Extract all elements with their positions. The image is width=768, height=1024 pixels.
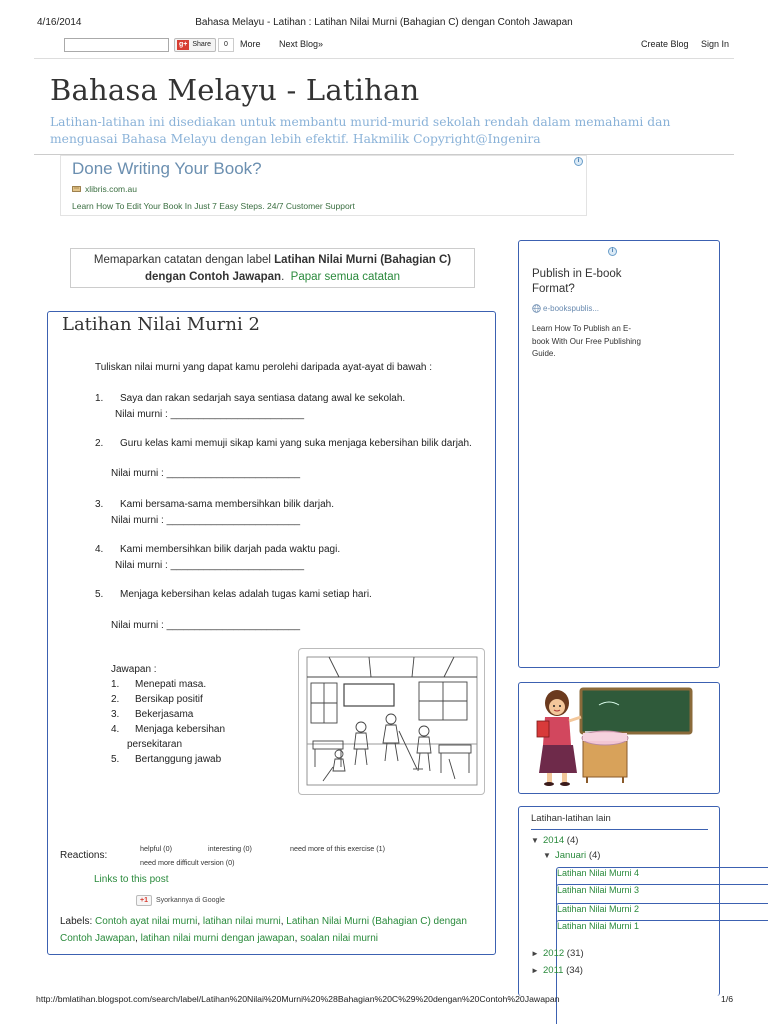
question-text: Kami membersihkan bilik darjah pada waktu pagi. [120,544,341,555]
reactions-label: Reactions: [60,850,108,861]
archive-title: Latihan-latihan lain [531,813,611,824]
ad-info-icon[interactable]: i [608,247,617,256]
question-item [95,498,485,532]
question-answer-line: Nilai murni : ________________________ [115,560,305,571]
archive-post-link[interactable]: Latihan Nilai Murni 1 [556,920,768,1024]
question-item [95,588,485,638]
answer-item: 4. Menjaga kebersihan [111,724,226,735]
archive-year-2014[interactable]: ▼ 2014 (4) [531,835,579,846]
blog-title[interactable]: Bahasa Melayu - Latihan [50,73,420,107]
label-notice-label: Latihan Nilai Murni (Bahagian C) dengan Contoh Jawapan [144,254,452,283]
ad-url-text: xlibris.com.au [85,184,137,194]
answer-item-continued: persekitaran [127,739,183,750]
google-share-button[interactable] [174,38,216,52]
sidebar-ad-text: Learn How To Publish an E-book With Our Free Publishing Guide. [532,324,641,358]
ad-text: Learn How To Edit Your Book In Just 7 Easy Steps. 24/7 Customer Support [72,201,355,211]
sidebar-ad-url-text: e-bookspublis... [543,304,600,313]
question-number: 2. [95,438,104,449]
print-footer-url: http://bmlatihan.blogspot.com/search/label/Latihan%20Nilai%20Murni%20%28Bahagian%20C%29%20dengan%20Contoh%20Jawapan [36,994,560,1004]
answer-item: 1. Menepati masa. [111,679,207,690]
ad-info-icon[interactable]: i [574,157,583,166]
search-input[interactable] [64,38,169,52]
label-notice-suffix: . [281,271,285,283]
google-plus-icon: g+ [179,41,188,48]
next-blog-link[interactable]: Next Blog» [279,39,324,49]
archive-month-januari[interactable]: ▼ Januari (4) [543,850,601,861]
question-number: 5. [95,589,104,600]
blog-description: Latihan-latihan ini disediakan untuk membantu murid-murid sekolah rendah dalam memahami dan menguasai Bahasa Melayu dengan lebih efektif. Hakmilik Copyright@Ingenira [50,115,671,146]
question-number: 4. [95,544,104,555]
question-answer-line: Nilai murni : ________________________ [111,620,301,631]
post-labels: Labels: Contoh ayat nilai murni, latihan nilai murni, Latihan Nilai Murni (Bahagian C) dengan Contoh Jawapan, latihan nilai murni dengan jawapan, soalan nilai murni [60,916,467,944]
blog-post [47,311,496,955]
expand-triangle-icon[interactable]: ► [531,966,539,975]
question-answer-line: Nilai murni : ________________________ [111,468,301,479]
answer-item: 2. Bersikap positif [111,694,203,705]
classroom-drawing [299,649,484,794]
archive-post-link[interactable]: Latihan Nilai Murni 2 [556,903,768,1024]
label-link[interactable]: Contoh ayat nilai murni [95,916,198,927]
question-text: Kami bersama-sama membersihkan bilik darjah. [120,499,334,510]
archive-divider [531,829,708,830]
question-answer-line: Nilai murni : ________________________ [111,515,301,526]
labels-prefix: Labels: [60,916,96,927]
reaction-option[interactable]: interesting (0) [208,844,252,853]
links-to-post-link[interactable]: Links to this post [94,874,169,885]
answer-item: 5. Bertanggung jawab [111,754,222,765]
show-all-posts-link[interactable]: Papar semua catatan [290,271,400,283]
print-header [0,0,768,30]
ad-url[interactable] [72,184,137,194]
answers-heading: Jawapan : [111,664,157,675]
label-link[interactable]: latihan nilai murni [202,916,281,927]
collapse-triangle-icon[interactable]: ▼ [531,836,539,845]
blogger-navbar [0,36,768,56]
archive-post-link[interactable]: Latihan Nilai Murni 3 [556,884,768,1024]
globe-icon [532,304,541,313]
print-page-number: 1/6 [721,994,734,1004]
archive-year-2011[interactable]: ► 2011 (34) [531,965,583,976]
question-text: Saya dan rakan sedarjah saya sentiasa datang awal ke sekolah. [120,393,406,404]
sidebar-ad[interactable] [518,240,720,668]
post-title[interactable]: Latihan Nilai Murni 2 [62,314,260,335]
plus-one-label: +1 [140,897,148,904]
book-icon [72,185,82,193]
question-item [95,437,485,485]
navbar-divider [34,58,734,59]
ad-title[interactable]: Done Writing Your Book? [72,159,262,178]
classroom-cleaning-illustration [298,648,485,795]
print-date: 4/16/2014 [37,17,82,28]
teacher-image-widget [518,682,720,794]
question-answer-line: Nilai murni : ________________________ [115,409,305,420]
google-plus-one [136,895,225,906]
question-text: Guru kelas kami memuji sikap kami yang suka menjaga kebersihan bilik darjah. [120,438,472,449]
question-item [95,392,485,426]
question-number: 3. [95,499,104,510]
share-label: Share [192,41,212,48]
sidebar-ad-url[interactable] [532,304,599,313]
question-text: Menjaga kebersihan kelas adalah tugas kami setiap hari. [120,589,372,600]
blog-archive [518,806,720,996]
archive-post-link[interactable]: Latihan Nilai Murni 4 [556,867,768,1024]
reaction-option[interactable]: need more difficult version (0) [140,858,235,867]
answers-list [111,662,225,767]
label-link[interactable]: latihan nilai murni dengan jawapan [140,933,295,944]
question-number: 1. [95,393,104,404]
create-blog-link[interactable]: Create Blog [641,39,689,49]
label-link[interactable]: Latihan Nilai Murni (Bahagian C) dengan Contoh Jawapan [60,916,467,944]
share-count: 0 [218,38,234,52]
answer-item: 3. Bekerjasama [111,709,194,720]
more-link[interactable]: More [240,39,261,49]
label-link[interactable]: soalan nilai murni [300,933,379,944]
question-item [95,543,485,577]
post-intro: Tuliskan nilai murni yang dapat kamu perolehi daripada ayat-ayat di bawah : [95,362,433,373]
expand-triangle-icon[interactable]: ► [531,949,539,958]
plus-one-text: Syorkannya di Google [155,897,225,904]
teacher-illustration [519,683,719,793]
archive-year-2012[interactable]: ► 2012 (31) [531,948,584,959]
collapse-triangle-icon[interactable]: ▼ [543,851,551,860]
top-ad[interactable] [60,155,587,216]
label-notice [70,248,475,288]
reaction-option[interactable]: need more of this exercise (1) [290,844,386,853]
reaction-option[interactable]: helpful (0) [140,844,172,853]
print-title: Bahasa Melayu - Latihan : Latihan Nilai Murni (Bahagian C) dengan Contoh Jawapan [195,17,573,28]
label-notice-prefix: Memaparkan catatan dengan label [93,254,275,266]
plus-one-button[interactable] [136,895,152,906]
sign-in-link[interactable]: Sign In [701,39,730,49]
sidebar-ad-title[interactable]: Publish in E-book Format? [532,268,622,295]
